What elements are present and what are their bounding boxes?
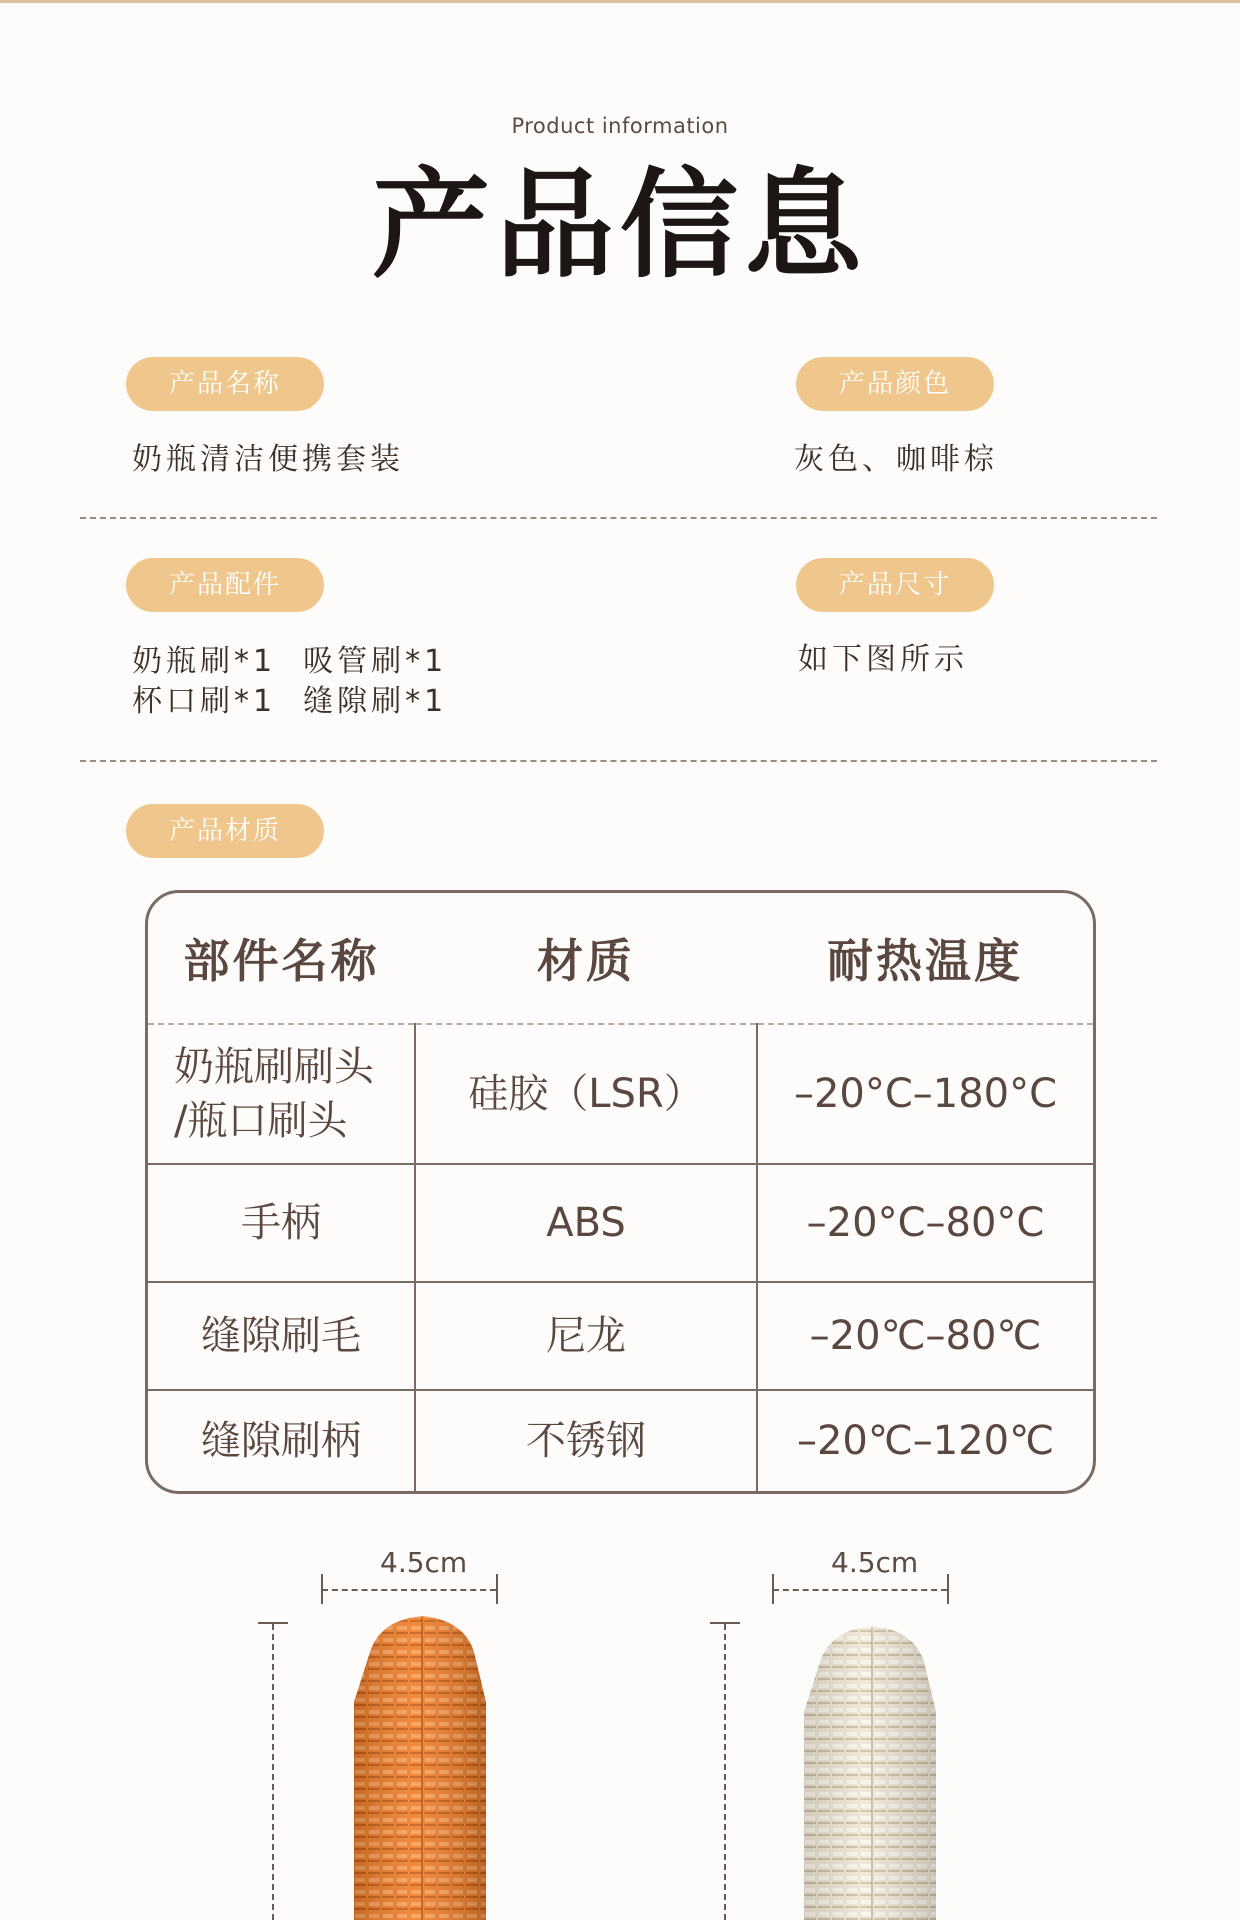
width-dimension-line — [322, 1589, 496, 1591]
dimension-tick — [947, 1574, 949, 1604]
left-width-label: 4.5cm — [380, 1546, 468, 1579]
width-dimension-line — [773, 1589, 947, 1591]
table-header-part: 部件名称 — [148, 893, 415, 1024]
table-cell-temp: –20°C–180°C — [757, 1024, 1093, 1164]
accessories-line-1: 奶瓶刷*1 吸管刷*1 — [132, 644, 448, 679]
table-cell-material: 硅胶（LSR） — [415, 1024, 757, 1164]
table-cell-temp: –20℃–120℃ — [757, 1390, 1093, 1491]
product-accessories-pill: 产品配件 — [126, 558, 324, 612]
product-name-pill: 产品名称 — [126, 357, 324, 411]
part-line-1: 奶瓶刷刷头 — [174, 1044, 374, 1090]
accessories-line-2: 杯口刷*1 缝隙刷*1 — [132, 684, 448, 719]
table-cell-temp: –20℃–80℃ — [757, 1282, 1093, 1390]
divider — [80, 517, 1157, 519]
table-header-temp: 耐热温度 — [757, 893, 1093, 1024]
table-row — [148, 1024, 1093, 1164]
right-width-label: 4.5cm — [831, 1546, 919, 1579]
height-dimension-line — [724, 1624, 726, 1920]
product-size-pill: 产品尺寸 — [796, 558, 994, 612]
product-name-value: 奶瓶清洁便携套装 — [132, 442, 404, 477]
product-material-pill: 产品材质 — [126, 804, 324, 858]
height-dimension-line — [272, 1624, 274, 1920]
table-cell-part: 手柄 — [148, 1164, 415, 1282]
table-row — [148, 1390, 1093, 1491]
white-brush-head-image — [790, 1622, 950, 1920]
table-cell-part: 缝隙刷毛 — [148, 1282, 415, 1390]
table-cell-part — [148, 1024, 415, 1164]
table-cell-material: ABS — [415, 1164, 757, 1282]
part-line-2: /瓶口刷头 — [174, 1098, 348, 1144]
product-color-pill: 产品颜色 — [796, 357, 994, 411]
divider — [80, 760, 1157, 762]
top-accent-line — [0, 0, 1240, 3]
table-cell-material: 尼龙 — [415, 1282, 757, 1390]
table-cell-part: 缝隙刷柄 — [148, 1390, 415, 1491]
page-title: 产品信息 — [371, 156, 868, 294]
table-cell-material: 不锈钢 — [415, 1390, 757, 1491]
table-cell-temp: –20°C–80°C — [757, 1164, 1093, 1282]
orange-brush-head-image — [340, 1612, 500, 1920]
table-row — [148, 1282, 1093, 1390]
dimension-tick — [496, 1574, 498, 1604]
page-subtitle: Product information — [511, 114, 729, 138]
product-color-value: 灰色、咖啡棕 — [794, 442, 998, 477]
table-row — [148, 1164, 1093, 1282]
product-size-value: 如下图所示 — [798, 642, 968, 677]
material-table — [145, 890, 1096, 1494]
table-header-material: 材质 — [415, 893, 757, 1024]
